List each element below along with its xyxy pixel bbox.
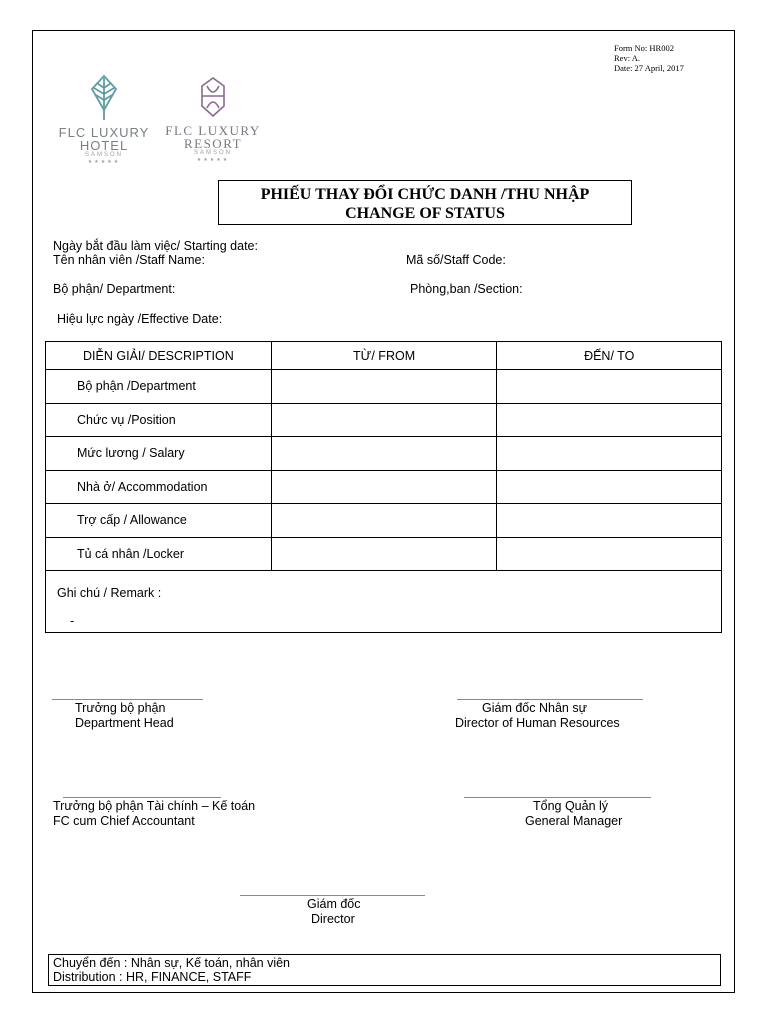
leaf-icon bbox=[89, 74, 119, 122]
director-signature-line bbox=[240, 895, 425, 896]
staff-name-label: Tên nhân viên /Staff Name: bbox=[53, 253, 205, 267]
position-to-cell[interactable] bbox=[497, 403, 722, 437]
starting-date-label: Ngày bắt đầu làm việc/ Starting date: bbox=[53, 239, 258, 253]
gm-title-vi: Tổng Quản lý bbox=[533, 799, 609, 813]
hotel-logo-sub: SAMSON bbox=[84, 152, 123, 158]
header-to: ĐẾN/ TO bbox=[497, 342, 722, 370]
title-vietnamese: PHIẾU THAY ĐỔI CHỨC DANH /THU NHẬP bbox=[260, 186, 590, 203]
gm-signature-line bbox=[464, 797, 651, 798]
table-row bbox=[46, 504, 722, 538]
header-from: TỪ/ FROM bbox=[271, 342, 497, 370]
table-row bbox=[46, 370, 722, 404]
hr-director-signature-line bbox=[457, 699, 643, 700]
effective-date-label: Hiệu lực ngày /Effective Date: bbox=[57, 312, 223, 326]
row-label-accommodation: Nhà ở/ Accommodation bbox=[46, 470, 272, 504]
hr-director-title-vi: Giám đốc Nhân sự bbox=[482, 701, 587, 715]
accommodation-from-cell[interactable] bbox=[271, 470, 497, 504]
row-label-locker: Tủ cá nhân /Locker bbox=[46, 537, 272, 571]
position-from-cell[interactable] bbox=[271, 403, 497, 437]
accommodation-to-cell[interactable] bbox=[497, 470, 722, 504]
allowance-from-cell[interactable] bbox=[271, 504, 497, 538]
remark-label: Ghi chú / Remark : bbox=[57, 586, 162, 600]
table-row bbox=[46, 537, 722, 571]
locker-to-cell[interactable] bbox=[497, 537, 722, 571]
header-description: DIỄN GIẢI/ DESCRIPTION bbox=[46, 342, 272, 370]
hr-director-title-en: Director of Human Resources bbox=[455, 716, 620, 730]
department-label: Bộ phận/ Department: bbox=[53, 282, 176, 296]
form-date: Date: 27 April, 2017 bbox=[614, 63, 684, 73]
flc-luxury-resort-logo bbox=[158, 76, 268, 163]
salary-from-cell[interactable] bbox=[271, 437, 497, 471]
director-title-vi: Giám đốc bbox=[307, 897, 361, 911]
title-english: CHANGE OF STATUS bbox=[345, 205, 505, 222]
row-label-salary: Mức lương / Salary bbox=[46, 437, 272, 471]
director-title-en: Director bbox=[311, 912, 355, 926]
form-title bbox=[218, 180, 632, 225]
table-row bbox=[46, 437, 722, 471]
row-label-allowance: Trợ cấp / Allowance bbox=[46, 504, 272, 538]
row-label-position: Chức vụ /Position bbox=[46, 403, 272, 437]
staff-code-label: Mã số/Staff Code: bbox=[406, 253, 506, 267]
hotel-logo-line1: FLC LUXURY bbox=[58, 125, 150, 140]
section-label: Phòng,ban /Section: bbox=[410, 282, 523, 296]
dept-head-title-vi: Trưởng bộ phận bbox=[75, 701, 166, 715]
dept-head-title-en: Department Head bbox=[75, 716, 174, 730]
form-revision: Rev: A. bbox=[614, 53, 640, 63]
remark-dash: - bbox=[70, 614, 75, 628]
hotel-logo-line2: HOTEL bbox=[79, 138, 129, 153]
salary-to-cell[interactable] bbox=[497, 437, 722, 471]
flc-luxury-hotel-logo bbox=[54, 74, 154, 165]
distribution-vi: Chuyển đến : Nhân sự, Kế toán, nhân viên bbox=[53, 956, 290, 970]
table-row bbox=[46, 470, 722, 504]
resort-logo-sub: SAMSON bbox=[193, 150, 232, 156]
remark-box[interactable] bbox=[45, 570, 722, 633]
resort-logo-line2: RESORT bbox=[183, 136, 243, 151]
form-info bbox=[614, 43, 684, 73]
resort-logo-stars: ★★★★★ bbox=[196, 157, 230, 163]
distribution-box bbox=[48, 954, 721, 986]
department-to-cell[interactable] bbox=[497, 370, 722, 404]
gm-title-en: General Manager bbox=[525, 814, 623, 828]
table-row bbox=[46, 403, 722, 437]
department-from-cell[interactable] bbox=[271, 370, 497, 404]
fc-title-en: FC cum Chief Accountant bbox=[53, 814, 195, 828]
allowance-to-cell[interactable] bbox=[497, 504, 722, 538]
locker-from-cell[interactable] bbox=[271, 537, 497, 571]
fc-title-vi: Trưởng bộ phận Tài chính – Kế toán bbox=[53, 799, 256, 813]
hotel-logo-stars: ★★★★★ bbox=[87, 159, 121, 165]
fc-signature-line bbox=[63, 797, 221, 798]
dept-head-signature-line bbox=[52, 699, 203, 700]
gem-icon bbox=[198, 76, 228, 120]
form-number: Form No: HR002 bbox=[614, 43, 674, 53]
table-header-row bbox=[46, 342, 722, 370]
change-of-status-table bbox=[45, 341, 722, 571]
distribution-en: Distribution : HR, FINANCE, STAFF bbox=[53, 970, 252, 984]
resort-logo-line1: FLC LUXURY bbox=[165, 123, 261, 138]
row-label-department: Bộ phận /Department bbox=[46, 370, 272, 404]
